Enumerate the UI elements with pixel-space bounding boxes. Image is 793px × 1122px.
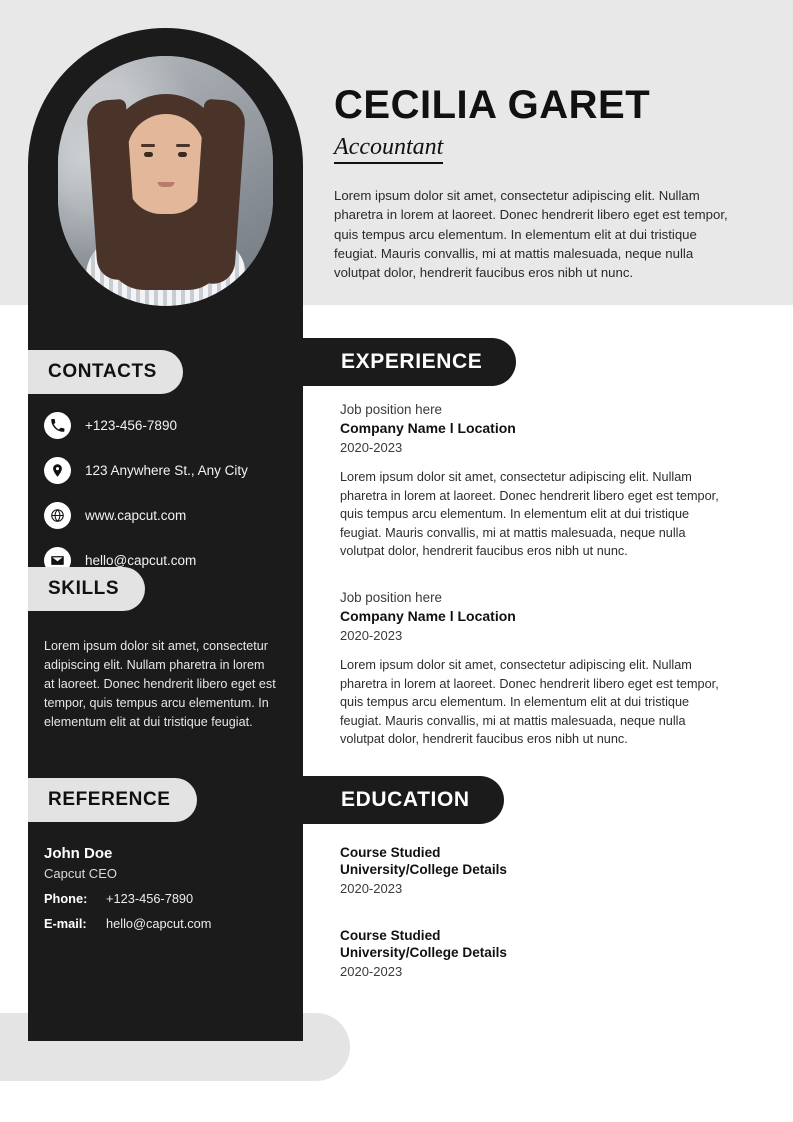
education-course: Course Studied (340, 845, 441, 860)
photo-mouth (157, 182, 174, 187)
section-heading-experience: EXPERIENCE (303, 338, 516, 386)
skills-text: Lorem ipsum dolor sit amet, consectetur adipiscing elit. Nullam pharetra in lorem at laoreet. Donec hendrerit libero eget est tempor, quis tempus arcu elementum. In elementum elit at dui tristique feugiat. (44, 639, 276, 729)
contact-email-text: hello@capcut.com (85, 552, 197, 568)
photo-brow-left (141, 144, 155, 147)
job-description: Lorem ipsum dolor sit amet, consectetur adipiscing elit. Nullam pharetra in lorem at laoreet. Donec hendrerit libero eget est tempor, quis tempus arcu elementum. In elementum elit at dui tristique feugiat. Mauris convallis, mi at mattis malesuada, neque nulla volutpat dolor, hendrerit faucibus eros nibh ut nunc. (340, 470, 719, 559)
reference-block (44, 845, 284, 931)
photo-face (127, 114, 205, 214)
job-description: Lorem ipsum dolor sit amet, consectetur adipiscing elit. Nullam pharetra in lorem at laoreet. Donec hendrerit libero eget est tempor, quis tempus arcu elementum. In elementum elit at dui tristique feugiat. Mauris convallis, mi at mattis malesuada, neque nulla volutpat dolor, hendrerit faucibus eros nibh ut nunc. (340, 658, 719, 747)
education-dates: 2020-2023 (340, 964, 403, 979)
contact-item-address[interactable] (44, 453, 294, 487)
experience-entry (340, 590, 740, 749)
education-school: University/College Details (340, 945, 507, 960)
reference-phone-row (44, 891, 284, 906)
reference-phone-label: Phone: (44, 891, 88, 906)
job-dates: 2020-2023 (340, 440, 403, 455)
contact-phone-text: +123-456-7890 (85, 417, 177, 433)
contact-item-phone[interactable] (44, 408, 294, 442)
section-heading-reference: REFERENCE (28, 778, 197, 822)
section-heading-skills: SKILLS (28, 567, 145, 611)
job-title-underline (334, 134, 443, 164)
photo-eye-right (178, 152, 187, 157)
contact-address-text: 123 Anywhere St., Any City (85, 462, 248, 478)
profile-photo (58, 56, 273, 306)
globe-icon (44, 502, 71, 529)
profile-summary: Lorem ipsum dolor sit amet, consectetur adipiscing elit. Nullam pharetra in lorem at laoreet. Donec hendrerit libero eget est tempor, quis tempus arcu elementum. In elementum elit at dui tristique feugiat. Mauris convallis, mi at mattis malesuada, neque nulla volutpat dolor, hendrerit faucibus eros nibh ut nunc. (334, 188, 728, 281)
job-company: Company Name l Location (340, 608, 516, 624)
reference-email-value: hello@capcut.com (106, 916, 212, 931)
phone-icon (44, 412, 71, 439)
photo-eye-left (144, 152, 153, 157)
reference-email-row (44, 916, 284, 931)
education-dates: 2020-2023 (340, 881, 403, 896)
page-title: CECILIA GARET (334, 83, 651, 127)
reference-email-label: E-mail: (44, 916, 87, 931)
section-heading-contacts: CONTACTS (28, 350, 183, 394)
job-dates: 2020-2023 (340, 628, 403, 643)
education-entry (340, 928, 740, 979)
contact-item-website[interactable] (44, 498, 294, 532)
education-school: University/College Details (340, 862, 507, 877)
job-position: Job position here (340, 402, 442, 417)
section-heading-education: EDUCATION (303, 776, 504, 824)
experience-entry (340, 402, 740, 561)
header-block (334, 84, 754, 282)
photo-brow-right (176, 144, 190, 147)
reference-phone-value: +123-456-7890 (106, 891, 194, 906)
job-position: Job position here (340, 590, 442, 605)
job-title: Accountant (334, 134, 444, 160)
reference-name: John Doe (44, 845, 113, 862)
reference-title: Capcut CEO (44, 866, 117, 881)
education-entry (340, 845, 740, 896)
contact-website-text: www.capcut.com (85, 507, 187, 523)
job-company: Company Name l Location (340, 420, 516, 436)
contacts-list (44, 408, 294, 588)
education-course: Course Studied (340, 928, 441, 943)
location-pin-icon (44, 457, 71, 484)
